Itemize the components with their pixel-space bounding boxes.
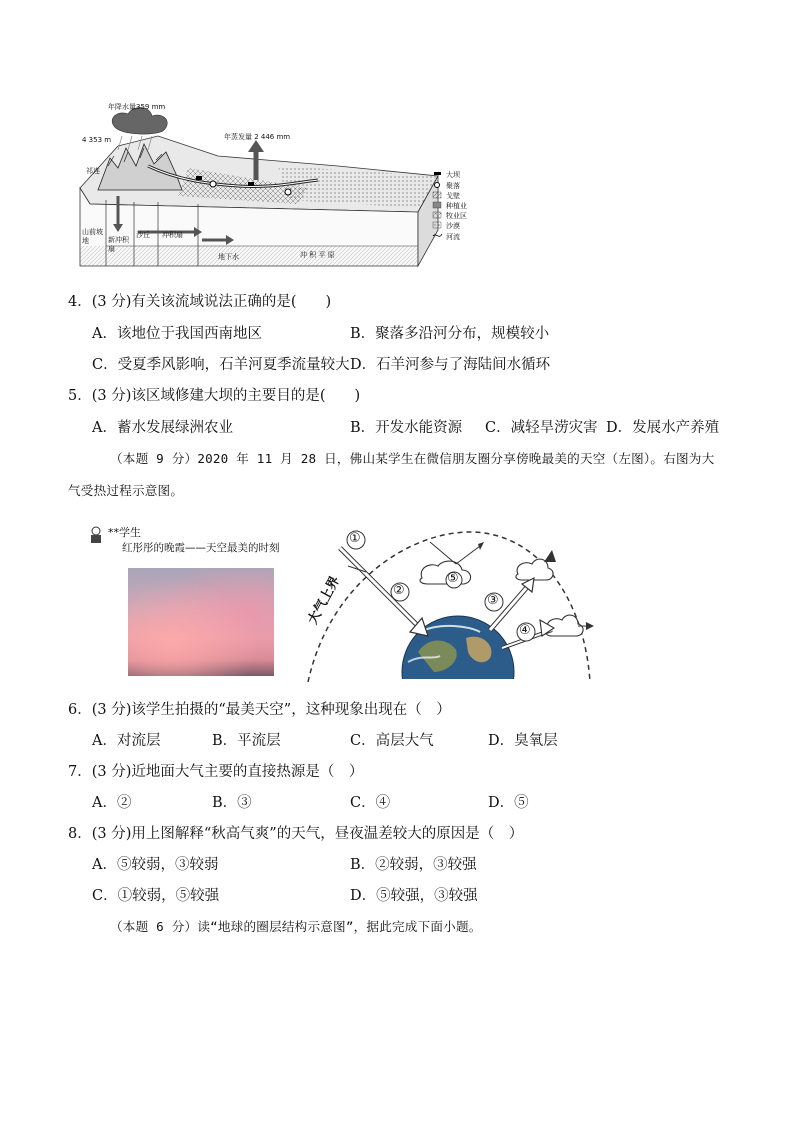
- q4-option-b[interactable]: B．聚落多沿河分布，规模较小: [350, 326, 550, 342]
- q7-option-c[interactable]: C．④: [350, 795, 391, 811]
- q8-option-a[interactable]: A．⑤较弱，③较弱: [92, 857, 219, 873]
- intro-2-line1: （本题 9 分）2020 年 11 月 28 日，佛山某学生在微信朋友圈分享傍晚最美的天空（左图）。右图为大: [110, 451, 715, 466]
- cloud-right-top: [516, 559, 553, 580]
- label-5: ⑤: [447, 571, 459, 586]
- q8-option-c[interactable]: C．①较弱，⑤较强: [92, 888, 220, 904]
- label-4: ④: [519, 623, 531, 638]
- label-1: ①: [349, 531, 361, 546]
- legend-dam: 大坝: [446, 171, 460, 179]
- q7-option-b[interactable]: B．③: [212, 795, 252, 811]
- evap-label: 年蒸发量 2 446 mm: [224, 133, 291, 141]
- q6-option-c[interactable]: C．高层大气: [350, 733, 434, 749]
- q4-option-c[interactable]: C．受夏季风影响，石羊河夏季流量较大: [92, 357, 350, 373]
- cell-dune-label: 沙丘: [136, 231, 150, 239]
- groundwater-label: 地下水: [218, 253, 239, 261]
- basin-diagram-svg: [78, 96, 498, 272]
- legend-river: 河流: [446, 233, 460, 241]
- q8-option-b[interactable]: B．②较弱，③较强: [350, 857, 477, 873]
- figure-atmosphere-heating: [300, 522, 600, 682]
- q4-option-a[interactable]: A．该地位于我国西南地区: [92, 326, 262, 342]
- intro-2-line2: 气受热过程示意图。: [68, 483, 184, 498]
- heating-diagram-svg: [300, 522, 600, 682]
- legend-pasture: 牧业区: [446, 212, 467, 220]
- q7-stem: 7．(3 分)近地面大气主要的直接热源是（ ）: [68, 764, 364, 780]
- reflect-arrow: [430, 542, 456, 564]
- legend-farming: 种植业: [446, 202, 467, 210]
- dam-mark-2: [248, 182, 254, 186]
- cloud-right-bottom: [546, 615, 583, 636]
- settlement-mark: [210, 181, 216, 187]
- rain-label: 年降水量359 mm: [108, 103, 166, 111]
- cell-mountain-label: 山前坡地: [82, 228, 103, 245]
- plain-label: 冲 积 平 原: [300, 251, 335, 259]
- q5-option-a[interactable]: A．蓄水发展绿洲农业: [92, 420, 233, 436]
- label-2: ②: [393, 583, 405, 598]
- figure-basin-diagram: [78, 96, 498, 272]
- avatar-icon: [88, 526, 104, 544]
- q7-option-a[interactable]: A．②: [92, 795, 132, 811]
- post-user: **学生: [108, 526, 141, 539]
- legend-gobi: 戈壁: [446, 192, 460, 200]
- atmosphere-top-label: 大气上界: [305, 573, 344, 627]
- legend-settlement: 聚落: [446, 182, 460, 190]
- q5-option-c[interactable]: C．减轻旱涝灾害: [485, 420, 598, 436]
- cell-fan-label: 新冲积扇: [108, 236, 129, 253]
- q7-option-d[interactable]: D．⑤: [488, 795, 529, 811]
- q8-stem: 8．(3 分)用上图解释“秋高气爽”的天气，昼夜温差较大的原因是（ ）: [68, 826, 524, 842]
- dam-mark-1: [196, 176, 202, 180]
- q4-option-d[interactable]: D．石羊河参与了海陆间水循环: [350, 357, 551, 373]
- q6-stem: 6．(3 分)该学生拍摄的“最美天空”，这种现象出现在（ ）: [68, 702, 451, 718]
- q5-option-d[interactable]: D．发展水产养殖: [606, 420, 720, 436]
- intro-3: （本题 6 分）读“地球的圈层结构示意图”，据此完成下面小题。: [110, 919, 482, 934]
- label-3: ③: [487, 593, 499, 608]
- q6-option-b[interactable]: B．平流层: [212, 733, 281, 749]
- q4-stem: 4．(3 分)有关该流域说法正确的是( ): [68, 294, 332, 310]
- elev-label: 4 353 m: [82, 136, 112, 144]
- q6-option-d[interactable]: D．臭氧层: [488, 733, 558, 749]
- q5-stem: 5．(3 分)该区域修建大坝的主要目的是( ): [68, 388, 361, 404]
- post-caption: 红彤彤的晚霞——天空最美的时刻: [122, 542, 280, 554]
- legend-desert: 沙漠: [446, 222, 460, 230]
- cell-alluvial-label: 冲积扇: [162, 231, 183, 239]
- q6-option-a[interactable]: A．对流层: [92, 733, 161, 749]
- q5-option-b[interactable]: B．开发水能资源: [350, 420, 463, 436]
- qilian-label: 祁连: [86, 167, 100, 175]
- q8-option-d[interactable]: D．⑤较强，③较强: [350, 888, 478, 904]
- sunset-photo: [128, 568, 274, 676]
- cloud-5: [420, 561, 471, 584]
- figure-sunset-post: [84, 522, 294, 682]
